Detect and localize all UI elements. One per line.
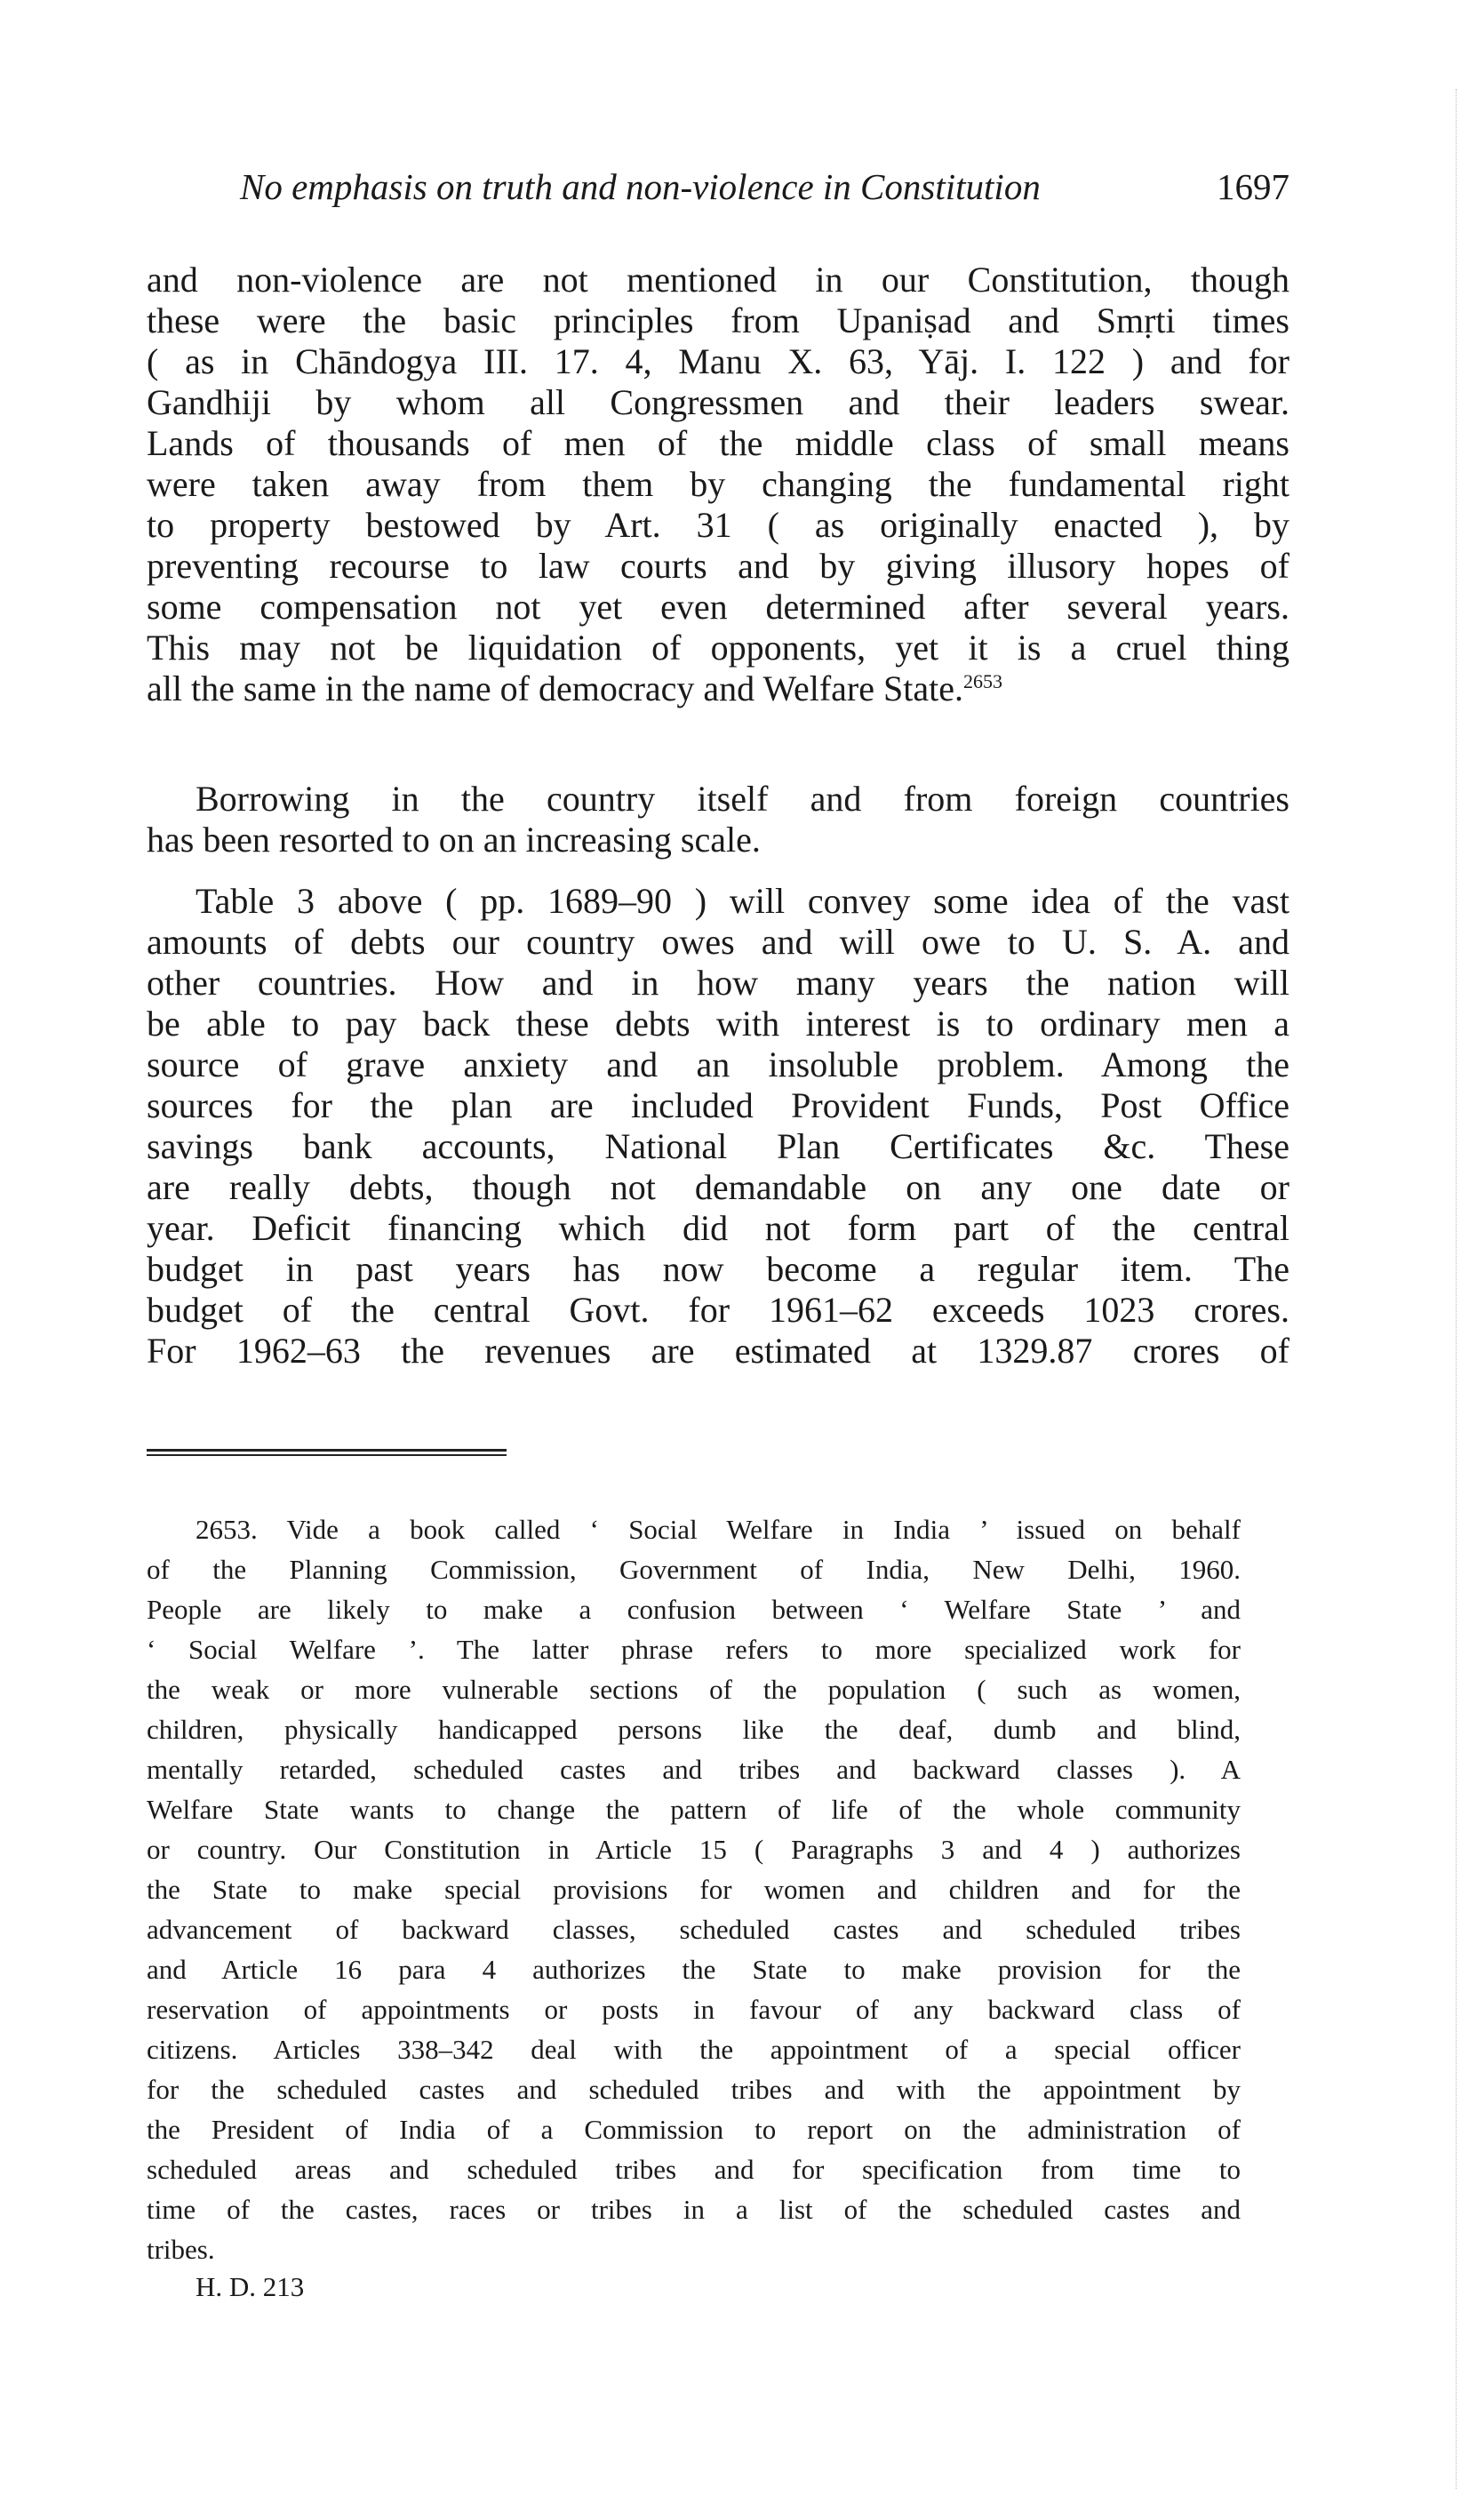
text-line: budget in past years has now become a regular item. The	[147, 1249, 1289, 1289]
text-line: some compensation not yet even determined after several years.	[147, 587, 1289, 627]
paragraph-3	[147, 881, 1289, 1372]
text-line: Gandhiji by whom all Congressmen and their leaders swear.	[147, 382, 1289, 422]
running-header	[240, 165, 1289, 210]
text-line: has been resorted to on an increasing scale.	[147, 820, 761, 860]
text-line: be able to pay back these debts with interest is to ordinary men a	[147, 1004, 1289, 1044]
text-line: source of grave anxiety and an insoluble problem. Among the	[147, 1044, 1289, 1084]
text-line: of the Planning Commission, Government of India, New Delhi, 1960.	[147, 1554, 1241, 1585]
text-line: Lands of thousands of men of the middle class of small means	[147, 423, 1289, 463]
text-line: preventing recourse to law courts and by giving illusory hopes of	[147, 546, 1289, 586]
text-line: 2653. Vide a book called ‘ Social Welfare in India ’ issued on behalf	[196, 1514, 1241, 1545]
text-line: sources for the plan are included Provident Funds, Post Office	[147, 1085, 1289, 1125]
text-line: savings bank accounts, National Plan Certificates &c. These	[147, 1126, 1289, 1166]
text-line: or country. Our Constitution in Article 15 ( Paragraphs 3 and 4 ) authorizes	[147, 1834, 1241, 1865]
text-line: mentally retarded, scheduled castes and tribes and backward classes ). A	[147, 1754, 1241, 1785]
text-line: children, physically handicapped persons like the deaf, dumb and blind,	[147, 1714, 1241, 1745]
text-line: other countries. How and in how many years the nation will	[147, 963, 1289, 1003]
text-line: year. Deficit financing which did not form part of the central	[147, 1208, 1289, 1248]
text-line: Welfare State wants to change the pattern of life of the whole community	[147, 1794, 1241, 1825]
text-line: are really debts, though not demandable on any one date or	[147, 1167, 1289, 1207]
text-line: the President of India of a Commission to report on the administration of	[147, 2114, 1241, 2145]
text-line: reservation of appointments or posts in favour of any backward class of	[147, 1994, 1241, 2025]
running-title: No emphasis on truth and non-violence in Constitution	[240, 166, 1041, 207]
text-line: People are likely to make a confusion between ‘ Welfare State ’ and	[147, 1594, 1241, 1625]
text-line: the weak or more vulnerable sections of the population ( such as women,	[147, 1674, 1241, 1705]
text-line: time of the castes, races or tribes in a list of the scheduled castes and	[147, 2194, 1241, 2225]
signature-mark: H. D. 213	[196, 2271, 305, 2302]
page-edge	[1456, 89, 1457, 2489]
text-line: This may not be liquidation of opponents, yet it is a cruel thing	[147, 628, 1289, 668]
footnote-2653	[147, 1509, 1241, 2269]
text-line: scheduled areas and scheduled tribes and for specification from time to	[147, 2154, 1241, 2185]
text-line: amounts of debts our country owes and will owe to U. S. A. and	[147, 922, 1289, 962]
page-number: 1697	[1217, 166, 1289, 207]
text-line: budget of the central Govt. for 1961–62 exceeds 1023 crores.	[147, 1290, 1289, 1330]
paragraph-2	[147, 779, 1289, 860]
text-line: ‘ Social Welfare ’. The latter phrase refers to more specialized work for	[147, 1634, 1241, 1665]
text-line	[147, 668, 1289, 709]
text-line: tribes.	[147, 2234, 215, 2265]
text-line: and non-violence are not mentioned in our Constitution, though	[147, 260, 1289, 300]
text-line: the State to make special provisions for women and children and for the	[147, 1874, 1241, 1905]
text-line: to property bestowed by Art. 31 ( as originally enacted ), by	[147, 505, 1289, 545]
text-line: Borrowing in the country itself and from foreign countries	[196, 779, 1289, 819]
text-line-content: all the same in the name of democracy and Welfare State.	[147, 668, 963, 708]
paragraph-1	[147, 260, 1289, 709]
text-line: citizens. Articles 338–342 deal with the appointment of a special officer	[147, 2034, 1241, 2065]
text-line: ( as in Chāndogya III. 17. 4, Manu X. 63, Yāj. I. 122 ) and for	[147, 341, 1289, 381]
text-line: Table 3 above ( pp. 1689–90 ) will convey some idea of the vast	[196, 881, 1289, 921]
text-line: for the scheduled castes and scheduled tribes and with the appointment by	[147, 2074, 1241, 2105]
text-line: For 1962–63 the revenues are estimated at 1329.87 crores of	[147, 1331, 1289, 1371]
text-line: were taken away from them by changing the fundamental right	[147, 464, 1289, 504]
footnote-reference[interactable]: 2653	[962, 670, 1002, 692]
text-line: advancement of backward classes, scheduled castes and scheduled tribes	[147, 1914, 1241, 1945]
footnote-divider	[147, 1449, 507, 1456]
text-line: and Article 16 para 4 authorizes the State to make provision for the	[147, 1954, 1241, 1985]
text-line: these were the basic principles from Upaniṣad and Smṛti times	[147, 300, 1289, 340]
